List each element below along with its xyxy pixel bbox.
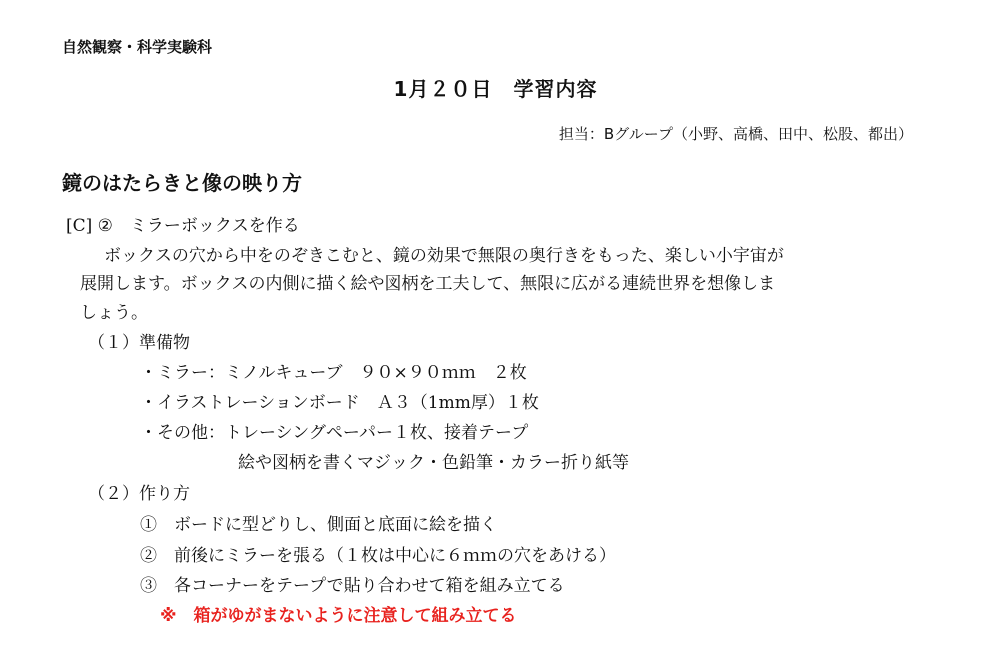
step-item: ② 前後にミラーを張る（１枚は中心に６ｍｍの穴をあける） (140, 546, 616, 566)
page-title: 1月２０日 学習内容 (393, 77, 598, 101)
intro-line-2: 展開します。ボックスの内側に描く絵や図柄を工夫して、無限に広がる連続世界を想像しま (80, 274, 776, 294)
caution-note: ※ 箱がゆがまないように注意して組み立てる (160, 606, 517, 626)
steps-label: （２）作り方 (88, 484, 190, 504)
material-item: ・イラストレーションボード Ａ３（1mm厚）１枚 (140, 393, 539, 413)
intro-line-3: しょう。 (80, 303, 148, 323)
intro-line-1: ボックスの穴から中をのぞきこむと、鏡の効果で無限の奥行きをもった、楽しい小宇宙が (104, 246, 784, 266)
subheading: [C] ② ミラーボックスを作る (66, 216, 300, 236)
section-heading: 鏡のはたらきと像の映り方 (62, 171, 302, 195)
material-item: 絵や図柄を書くマジック・色鉛筆・カラー折り紙等 (238, 453, 629, 473)
author-line: 担当：Bグループ（小野、高橋、田中、松股、都出） (558, 125, 913, 143)
material-item: ・その他：トレーシングペーパー１枚、接着テープ (140, 423, 529, 443)
step-item: ③ 各コーナーをテープで貼り合わせて箱を組み立てる (140, 576, 565, 596)
department-label: 自然観察・科学実験科 (62, 38, 213, 56)
material-item: ・ミラー：ミノルキューブ ９０×９０ｍｍ ２枚 (140, 363, 527, 383)
step-item: ① ボードに型どりし、側面と底面に絵を描く (140, 515, 497, 535)
materials-label: （１）準備物 (88, 333, 190, 353)
